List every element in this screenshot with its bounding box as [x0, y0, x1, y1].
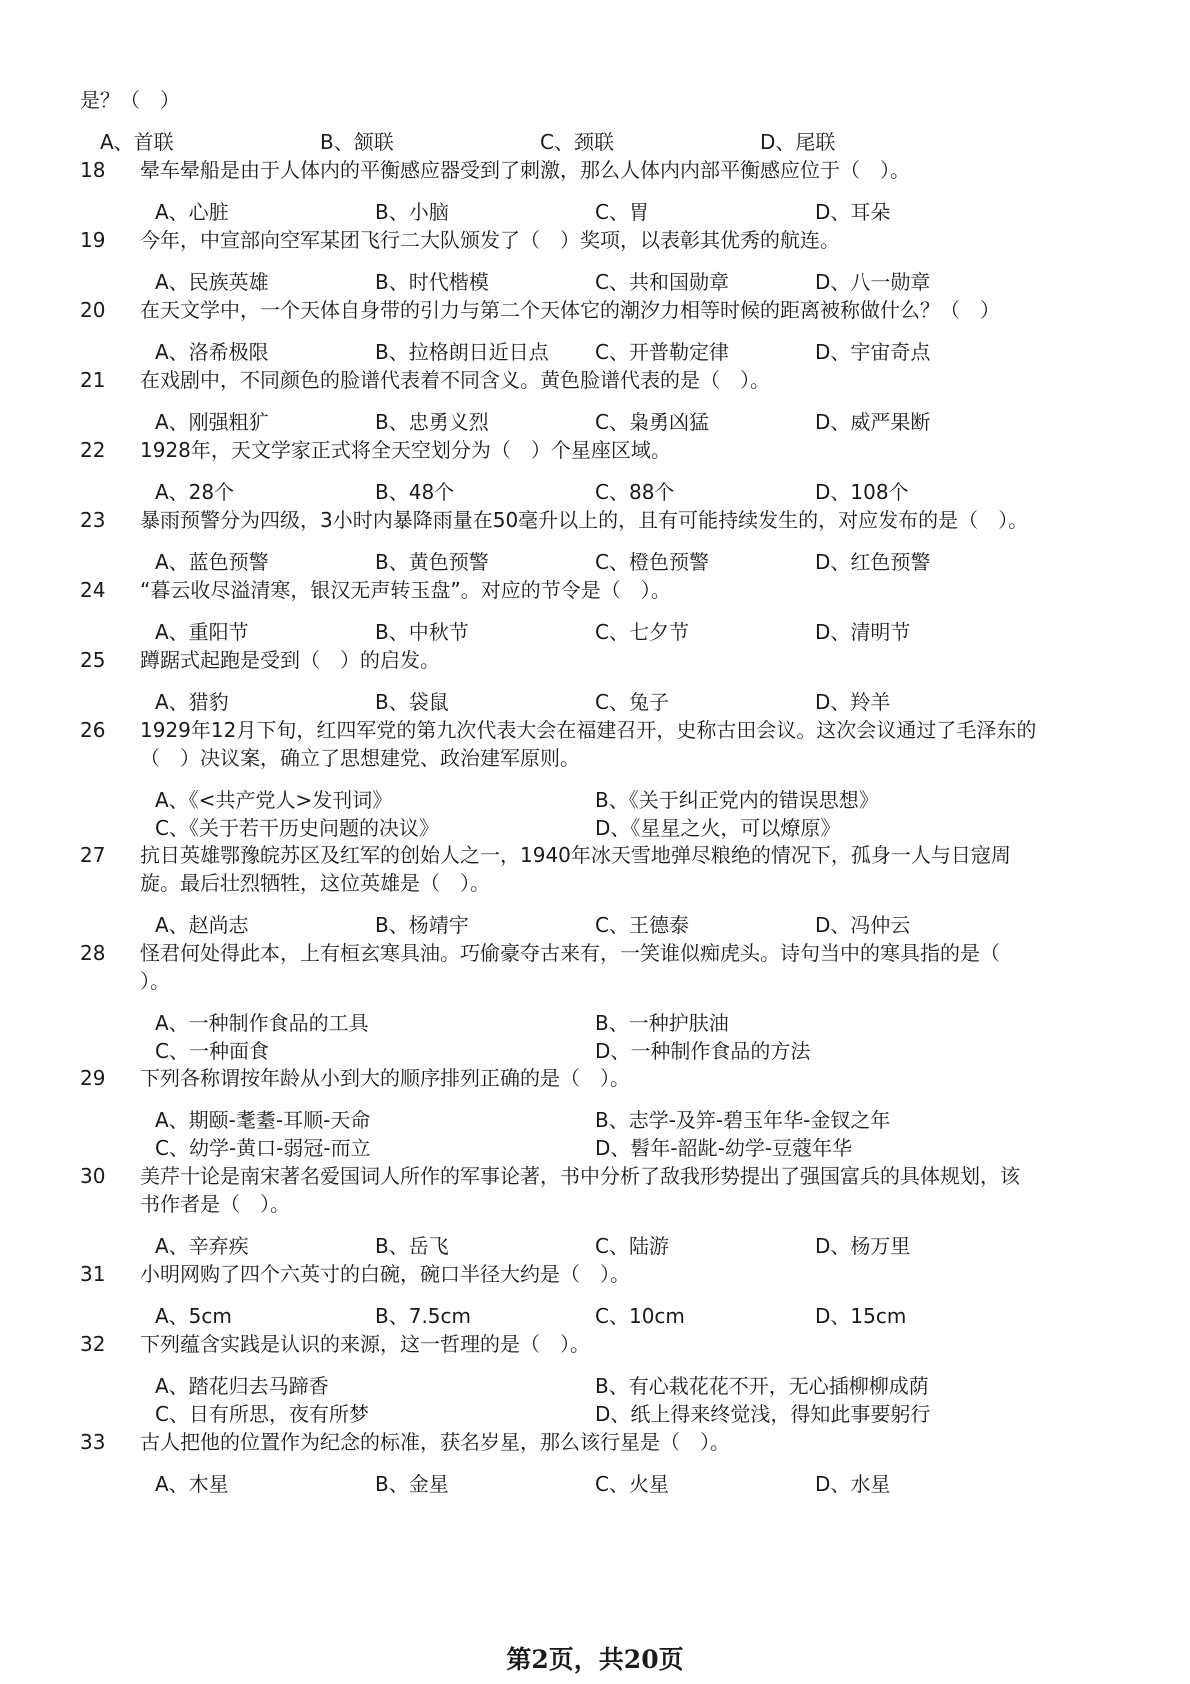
option-c: C、88个	[595, 480, 675, 504]
option-c: C、枭勇凶猛	[595, 410, 709, 434]
option-d: D、冯仲云	[815, 913, 911, 937]
question-stem-line-2: ）。	[140, 969, 170, 993]
option-a: A、一种制作食品的工具	[155, 1011, 369, 1035]
option-b: B、袋鼠	[375, 690, 449, 714]
option-b: B、一种护肤油	[595, 1011, 729, 1035]
option-b: B、小脑	[375, 200, 449, 224]
question-number: 24	[80, 578, 106, 602]
option-d: D、八一勋章	[815, 270, 931, 294]
q17-option-d: D、尾联	[760, 130, 836, 154]
option-d: D、15cm	[815, 1304, 907, 1328]
question-stem: 1929年12月下旬，红四军党的第九次代表大会在福建召开，史称古田会议。这次会议通过了毛泽东的	[140, 718, 1037, 742]
question-number: 20	[80, 298, 106, 322]
option-b: B、忠勇义烈	[375, 410, 489, 434]
option-c: C、《关于若干历史问题的决议》	[155, 816, 439, 840]
option-a: A、猎豹	[155, 690, 229, 714]
question-number: 25	[80, 648, 106, 672]
option-d: D、纸上得来终觉浅，得知此事要躬行	[595, 1402, 931, 1426]
option-d: D、水星	[815, 1472, 891, 1496]
question-stem: 在戏剧中，不同颜色的脸谱代表着不同含义。黄色脸谱代表的是（ ）。	[140, 368, 770, 392]
option-a: A、蓝色预警	[155, 550, 269, 574]
question-stem: 在天文学中，一个天体自身带的引力与第二个天体它的潮汐力相等时候的距离被称做什么？（ ）	[140, 298, 1000, 322]
option-a: A、刚强粗犷	[155, 410, 269, 434]
question-number: 33	[80, 1430, 106, 1454]
question-number: 29	[80, 1066, 106, 1090]
option-a: A、5cm	[155, 1304, 232, 1328]
option-d: D、髫年-韶龀-幼学-豆蔻年华	[595, 1136, 853, 1160]
option-a: A、重阳节	[155, 620, 249, 644]
question-number: 31	[80, 1262, 106, 1286]
question-stem: 美芹十论是南宋著名爱国词人所作的军事论著，书中分析了敌我形势提出了强国富兵的具体规划，该	[140, 1164, 1020, 1188]
question-stem: 下列各称谓按年龄从小到大的顺序排列正确的是（ ）。	[140, 1066, 630, 1090]
question-stem: 晕车晕船是由于人体内的平衡感应器受到了刺激，那么人体内内部平衡感应位于（ ）。	[140, 158, 910, 182]
page-footer: 第2页，共20页	[506, 1645, 684, 1674]
option-c: C、开普勒定律	[595, 340, 729, 364]
question-number: 21	[80, 368, 106, 392]
option-d: D、宇宙奇点	[815, 340, 931, 364]
option-a: A、心脏	[155, 200, 229, 224]
option-d: D、羚羊	[815, 690, 891, 714]
question-stem: 蹲踞式起跑是受到（ ）的启发。	[140, 648, 440, 672]
question-number: 23	[80, 508, 106, 532]
question-number: 18	[80, 158, 106, 182]
option-c: C、王德泰	[595, 913, 689, 937]
option-c: C、橙色预警	[595, 550, 709, 574]
option-d: D、威严果断	[815, 410, 931, 434]
question-stem: 怪君何处得此本，上有桓玄寒具油。巧偷豪夺古来有，一笑谁似痴虎头。诗句当中的寒具指的是（	[140, 941, 1000, 965]
question-number: 28	[80, 941, 106, 965]
option-c: C、10cm	[595, 1304, 685, 1328]
option-a: A、洛希极限	[155, 340, 269, 364]
option-d: D、清明节	[815, 620, 911, 644]
question-stem: “暮云收尽溢清寒，银汉无声转玉盘”。对应的节令是（ ）。	[140, 578, 671, 602]
q17-option-c: C、颈联	[540, 130, 614, 154]
option-c: C、陆游	[595, 1234, 669, 1258]
option-c: C、七夕节	[595, 620, 689, 644]
question-stem-line-2: （ ）决议案，确立了思想建党、政治建军原则。	[140, 746, 580, 770]
question-17-stem-tail: 是？（ ）	[80, 88, 180, 112]
option-b: B、金星	[375, 1472, 449, 1496]
question-stem: 古人把他的位置作为纪念的标准，获名岁星，那么该行星是（ ）。	[140, 1430, 730, 1454]
option-a: A、民族英雄	[155, 270, 269, 294]
question-stem: 小明网购了四个六英寸的白碗，碗口半径大约是（ ）。	[140, 1262, 630, 1286]
option-a: A、踏花归去马蹄香	[155, 1374, 329, 1398]
option-b: B、岳飞	[375, 1234, 449, 1258]
option-b: B、《关于纠正党内的错误思想》	[595, 788, 879, 812]
option-c: C、日有所思，夜有所梦	[155, 1402, 369, 1426]
question-number: 32	[80, 1332, 106, 1356]
question-stem: 暴雨预警分为四级，3小时内暴降雨量在50毫升以上的，且有可能持续发生的，对应发布的是（ ）。	[140, 508, 1029, 532]
question-number: 22	[80, 438, 106, 462]
option-b: B、中秋节	[375, 620, 469, 644]
option-a: A、28个	[155, 480, 235, 504]
q17-option-a: A、首联	[100, 130, 174, 154]
option-d: D、108个	[815, 480, 909, 504]
question-number: 19	[80, 228, 106, 252]
question-stem-line-2: 书作者是（ ）。	[140, 1192, 290, 1216]
question-number: 27	[80, 843, 106, 867]
option-a: A、木星	[155, 1472, 229, 1496]
question-stem-line-2: 旋。最后壮烈牺牲，这位英雄是（ ）。	[140, 871, 490, 895]
option-b: B、黄色预警	[375, 550, 489, 574]
option-d: D、红色预警	[815, 550, 931, 574]
option-a: A、赵尚志	[155, 913, 249, 937]
option-a: A、《<共产党人>发刊词》	[155, 788, 393, 812]
question-stem: 1928年，天文学家正式将全天空划分为（ ）个星座区域。	[140, 438, 671, 462]
question-stem: 下列蕴含实践是认识的来源，这一哲理的是（ ）。	[140, 1332, 590, 1356]
question-number: 26	[80, 718, 106, 742]
option-b: B、48个	[375, 480, 455, 504]
option-c: C、幼学-黄口-弱冠-而立	[155, 1136, 371, 1160]
option-d: D、杨万里	[815, 1234, 911, 1258]
option-c: C、胃	[595, 200, 649, 224]
option-b: B、时代楷模	[375, 270, 489, 294]
option-b: B、有心栽花花不开，无心插柳柳成荫	[595, 1374, 929, 1398]
option-b: B、拉格朗日近日点	[375, 340, 549, 364]
option-c: C、共和国勋章	[595, 270, 729, 294]
option-d: D、《星星之火，可以燎原》	[595, 816, 841, 840]
option-d: D、耳朵	[815, 200, 891, 224]
question-number: 30	[80, 1164, 106, 1188]
option-a: A、期颐-耄耋-耳顺-天命	[155, 1108, 371, 1132]
option-b: B、7.5cm	[375, 1304, 472, 1328]
option-d: D、一种制作食品的方法	[595, 1039, 811, 1063]
option-c: C、兔子	[595, 690, 669, 714]
q17-option-b: B、颔联	[320, 130, 394, 154]
option-b: B、志学-及笄-碧玉年华-金钗之年	[595, 1108, 891, 1132]
option-c: C、火星	[595, 1472, 669, 1496]
question-stem: 抗日英雄鄂豫皖苏区及红军的创始人之一，1940年冰天雪地弹尽粮绝的情况下，孤身一人与日寇周	[140, 843, 1011, 867]
option-b: B、杨靖宇	[375, 913, 469, 937]
question-stem: 今年，中宣部向空军某团飞行二大队颁发了（ ）奖项，以表彰其优秀的航连。	[140, 228, 840, 252]
option-c: C、一种面食	[155, 1039, 269, 1063]
option-a: A、辛弃疾	[155, 1234, 249, 1258]
